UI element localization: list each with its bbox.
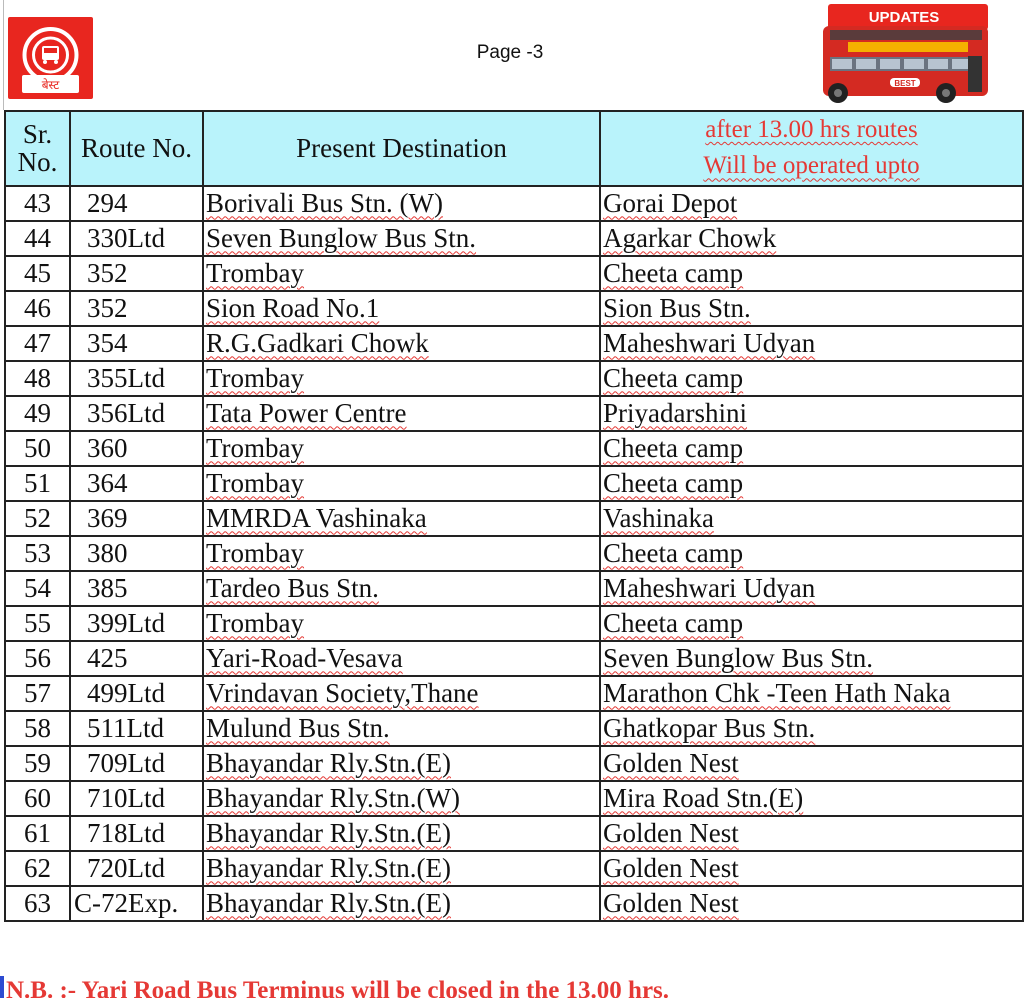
present-destination-cell — [203, 676, 600, 711]
after-destination-cell — [600, 851, 1023, 886]
present-destination-cell — [203, 711, 600, 746]
present-destination-cell-text: Trombay — [206, 257, 305, 288]
sr-no-cell-text: 54 — [24, 572, 51, 603]
after-destination-cell — [600, 396, 1023, 431]
sr-no-cell-text: 56 — [24, 642, 51, 673]
route-no-cell — [70, 886, 203, 921]
route-no-cell-text: 709Ltd — [87, 747, 165, 778]
present-destination-cell — [203, 501, 600, 536]
sr-no-cell — [5, 711, 70, 746]
present-destination-cell — [203, 466, 600, 501]
present-destination-cell — [203, 886, 600, 921]
present-destination-cell-text: Bhayandar Rly.Stn.(W) — [206, 782, 460, 813]
route-no-cell — [70, 606, 203, 641]
after-destination-cell-text: Golden Nest — [603, 747, 739, 778]
route-no-cell-text: 354 — [87, 327, 128, 358]
sr-no-cell — [5, 781, 70, 816]
sr-no-cell-text: 59 — [24, 747, 51, 778]
sr-no-cell — [5, 361, 70, 396]
header-row — [5, 111, 1023, 186]
sr-no-cell — [5, 256, 70, 291]
sr-no-cell-text: 63 — [24, 887, 51, 918]
after-destination-cell — [600, 186, 1023, 221]
sr-no-cell — [5, 466, 70, 501]
present-destination-cell — [203, 606, 600, 641]
sr-no-cell — [5, 816, 70, 851]
table-row — [5, 886, 1023, 921]
after-destination-cell — [600, 536, 1023, 571]
route-no-cell — [70, 431, 203, 466]
after-destination-cell-text: Vashinaka — [603, 502, 714, 533]
route-no-cell — [70, 536, 203, 571]
sr-no-header-text: Sr. No. — [17, 118, 58, 178]
after-destination-cell-text: Cheeta camp — [603, 467, 744, 498]
sr-no-cell-text: 50 — [24, 432, 51, 463]
present-destination-cell-text: Borivali Bus Stn. (W) — [206, 187, 443, 218]
present-destination-cell-text: Tata Power Centre — [206, 397, 407, 428]
after-destination-cell — [600, 886, 1023, 921]
present-destination-cell — [203, 571, 600, 606]
present-destination-cell-text: Vrindavan Society,Thane — [206, 677, 479, 708]
sr-no-cell — [5, 431, 70, 466]
sr-no-cell-text: 46 — [24, 292, 51, 323]
after-destination-cell — [600, 606, 1023, 641]
after-destination-cell-text: Golden Nest — [603, 887, 739, 918]
route-no-cell-text: 294 — [87, 187, 128, 218]
after-destination-cell — [600, 711, 1023, 746]
route-no-cell-text: 399Ltd — [87, 607, 165, 638]
present-destination-cell — [203, 291, 600, 326]
after-destination-cell — [600, 641, 1023, 676]
route-no-cell-text: 718Ltd — [87, 817, 165, 848]
present-destination-cell-text: Trombay — [206, 467, 305, 498]
table-row — [5, 326, 1023, 361]
sr-no-cell — [5, 606, 70, 641]
after-destination-cell — [600, 746, 1023, 781]
after-destination-cell-text: Maheshwari Udyan — [603, 327, 816, 358]
route-no-cell-text: 425 — [87, 642, 128, 673]
present-destination-cell-text: Bhayandar Rly.Stn.(E) — [206, 887, 451, 918]
route-no-cell — [70, 746, 203, 781]
after-destination-cell — [600, 466, 1023, 501]
page-header — [0, 0, 1024, 110]
after-routes-header-text: after 13.00 hrs routes Will be operated upto — [703, 116, 920, 180]
sr-no-cell — [5, 221, 70, 256]
sr-no-cell — [5, 291, 70, 326]
present-destination-cell-text: Yari-Road-Vesava — [206, 642, 403, 673]
after-destination-cell-text: Agarkar Chowk — [603, 222, 777, 253]
present-destination-cell — [203, 431, 600, 466]
best-emblem-icon — [8, 17, 93, 99]
after-destination-cell — [600, 781, 1023, 816]
sr-no-cell-text: 52 — [24, 502, 51, 533]
column-header-after-13-routes — [600, 111, 1023, 186]
route-no-cell-text: 385 — [87, 572, 128, 603]
route-no-cell-text: 355Ltd — [87, 362, 165, 393]
route-no-cell-text: 369 — [87, 502, 128, 533]
sr-no-cell-text: 55 — [24, 607, 51, 638]
sr-no-cell-text: 44 — [24, 222, 51, 253]
after-destination-cell — [600, 571, 1023, 606]
present-destination-cell-text: Tardeo Bus Stn. — [206, 572, 379, 603]
sr-no-cell-text: 62 — [24, 852, 51, 883]
after-destination-cell — [600, 326, 1023, 361]
route-no-cell — [70, 326, 203, 361]
sr-no-cell-text: 57 — [24, 677, 51, 708]
after-destination-cell-text: Maheshwari Udyan — [603, 572, 816, 603]
sr-no-cell-text: 48 — [24, 362, 51, 393]
present-destination-cell — [203, 746, 600, 781]
table-row — [5, 256, 1023, 291]
updates-bus-graphic — [818, 0, 993, 106]
table-row — [5, 361, 1023, 396]
sr-no-cell — [5, 326, 70, 361]
sr-no-cell — [5, 886, 70, 921]
page-number: Page -3 — [476, 42, 544, 63]
route-no-cell — [70, 396, 203, 431]
sr-no-cell-text: 53 — [24, 537, 51, 568]
present-destination-cell — [203, 256, 600, 291]
after-destination-cell — [600, 431, 1023, 466]
after-destination-cell-text: Ghatkopar Bus Stn. — [603, 712, 816, 743]
route-no-cell-text: 511Ltd — [87, 712, 164, 743]
route-table — [4, 110, 1024, 922]
after-destination-cell — [600, 221, 1023, 256]
note-marker — [0, 976, 4, 998]
sr-no-cell-text: 43 — [24, 187, 51, 218]
after-destination-cell — [600, 256, 1023, 291]
present-destination-cell — [203, 851, 600, 886]
after-destination-cell-text: Cheeta camp — [603, 432, 744, 463]
table-row — [5, 221, 1023, 256]
route-no-cell — [70, 851, 203, 886]
table-row — [5, 781, 1023, 816]
present-destination-cell-text: Bhayandar Rly.Stn.(E) — [206, 817, 451, 848]
sr-no-cell-text: 61 — [24, 817, 51, 848]
table-row — [5, 186, 1023, 221]
updates-label: UPDATES — [868, 9, 940, 26]
present-destination-cell-text: Sion Road No.1 — [206, 292, 380, 323]
bus-plate-text: BEST — [894, 79, 916, 88]
route-no-cell-text: 352 — [87, 292, 128, 323]
column-header-sr-no — [5, 111, 70, 186]
route-no-cell-text: 360 — [87, 432, 128, 463]
route-no-cell — [70, 501, 203, 536]
present-destination-cell — [203, 186, 600, 221]
after-destination-cell-text: Golden Nest — [603, 817, 739, 848]
after-destination-cell-text: Seven Bunglow Bus Stn. — [603, 642, 874, 673]
left-border — [3, 0, 4, 110]
sr-no-cell — [5, 851, 70, 886]
present-destination-cell-text: R.G.Gadkari Chowk — [206, 327, 429, 358]
route-table-body — [5, 186, 1023, 921]
table-row — [5, 571, 1023, 606]
table-row — [5, 396, 1023, 431]
table-row — [5, 291, 1023, 326]
after-destination-cell — [600, 291, 1023, 326]
sr-no-cell — [5, 186, 70, 221]
present-destination-cell — [203, 361, 600, 396]
sr-no-cell-text: 51 — [24, 467, 51, 498]
route-no-cell — [70, 816, 203, 851]
after-destination-cell-text: Sion Bus Stn. — [603, 292, 751, 323]
after-destination-cell-text: Mira Road Stn.(E) — [603, 782, 804, 813]
route-no-cell-text: 380 — [87, 537, 128, 568]
after-destination-cell-text: Cheeta camp — [603, 607, 744, 638]
present-destination-cell-text: Seven Bunglow Bus Stn. — [206, 222, 477, 253]
present-destination-cell-text: Trombay — [206, 432, 305, 463]
route-no-cell-text: 356Ltd — [87, 397, 165, 428]
present-destination-cell-text: Trombay — [206, 537, 305, 568]
after-destination-cell — [600, 501, 1023, 536]
table-row — [5, 711, 1023, 746]
present-destination-cell-text: Bhayandar Rly.Stn.(E) — [206, 747, 451, 778]
after-destination-cell — [600, 361, 1023, 396]
table-row — [5, 466, 1023, 501]
sr-no-cell-text: 60 — [24, 782, 51, 813]
present-destination-cell-text: Trombay — [206, 607, 305, 638]
logo-text: बेस्ट — [41, 78, 60, 92]
table-row — [5, 746, 1023, 781]
column-header-route-no — [70, 111, 203, 186]
table-row — [5, 851, 1023, 886]
sr-no-cell — [5, 501, 70, 536]
present-destination-cell-text: MMRDA Vashinaka — [206, 502, 427, 533]
after-destination-cell-text: Cheeta camp — [603, 362, 744, 393]
after-destination-cell-text: Priyadarshini — [603, 397, 747, 428]
present-destination-cell — [203, 816, 600, 851]
table-row — [5, 431, 1023, 466]
table-row — [5, 816, 1023, 851]
present-destination-cell — [203, 641, 600, 676]
route-no-cell-text: 330Ltd — [87, 222, 165, 253]
present-destination-header-text: Present Destination — [296, 133, 507, 164]
route-no-cell — [70, 221, 203, 256]
route-no-cell — [70, 466, 203, 501]
closure-note: N.B. :- Yari Road Bus Terminus will be closed in the 13.00 hrs. — [6, 977, 670, 998]
route-no-cell — [70, 781, 203, 816]
table-row — [5, 641, 1023, 676]
sr-no-cell — [5, 641, 70, 676]
route-no-cell-text: 352 — [87, 257, 128, 288]
table-row — [5, 606, 1023, 641]
after-destination-cell-text: Cheeta camp — [603, 537, 744, 568]
present-destination-cell — [203, 326, 600, 361]
after-destination-cell-text: Golden Nest — [603, 852, 739, 883]
table-row — [5, 501, 1023, 536]
route-no-cell — [70, 641, 203, 676]
route-no-cell — [70, 571, 203, 606]
table-row — [5, 676, 1023, 711]
route-no-cell — [70, 711, 203, 746]
present-destination-cell-text: Trombay — [206, 362, 305, 393]
sr-no-cell — [5, 396, 70, 431]
sr-no-cell-text: 58 — [24, 712, 51, 743]
route-no-cell-text: 710Ltd — [87, 782, 165, 813]
best-logo — [8, 17, 93, 99]
sr-no-cell — [5, 676, 70, 711]
after-destination-cell — [600, 816, 1023, 851]
after-destination-cell — [600, 676, 1023, 711]
route-no-cell — [70, 256, 203, 291]
route-table-header — [5, 111, 1023, 186]
route-no-cell-text: 720Ltd — [87, 852, 165, 883]
route-no-cell — [70, 361, 203, 396]
present-destination-cell — [203, 781, 600, 816]
sr-no-cell — [5, 571, 70, 606]
sr-no-cell — [5, 746, 70, 781]
sr-no-cell-text: 45 — [24, 257, 51, 288]
route-no-cell — [70, 186, 203, 221]
route-no-cell-text: 364 — [87, 467, 128, 498]
sr-no-cell — [5, 536, 70, 571]
column-header-present-destination — [203, 111, 600, 186]
route-no-cell — [70, 676, 203, 711]
after-destination-cell-text: Cheeta camp — [603, 257, 744, 288]
route-no-header-text: Route No. — [81, 133, 192, 164]
present-destination-cell-text: Bhayandar Rly.Stn.(E) — [206, 852, 451, 883]
route-no-cell-text: 499Ltd — [87, 677, 165, 708]
after-destination-cell-text: Marathon Chk -Teen Hath Naka — [603, 677, 951, 708]
present-destination-cell-text: Mulund Bus Stn. — [206, 712, 390, 743]
present-destination-cell — [203, 221, 600, 256]
sr-no-cell-text: 49 — [24, 397, 51, 428]
sr-no-cell-text: 47 — [24, 327, 51, 358]
present-destination-cell — [203, 396, 600, 431]
present-destination-cell — [203, 536, 600, 571]
after-destination-cell-text: Gorai Depot — [603, 187, 738, 218]
route-no-cell-text: C-72Exp. — [74, 887, 179, 918]
route-no-cell — [70, 291, 203, 326]
table-row — [5, 536, 1023, 571]
double-decker-bus-icon — [818, 0, 993, 106]
